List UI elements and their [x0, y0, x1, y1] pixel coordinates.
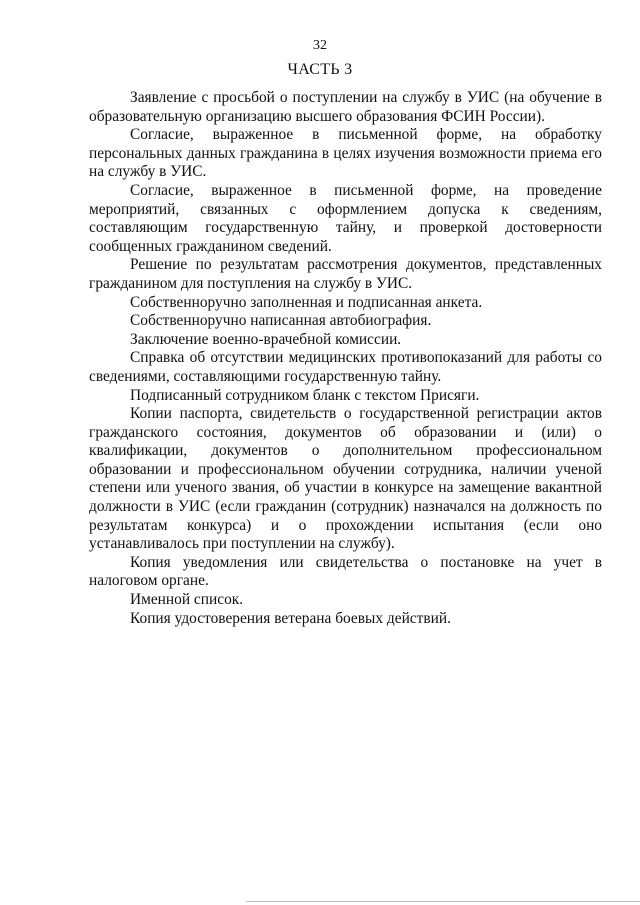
list-item: Собственноручно написанная автобиография. — [130, 312, 432, 330]
list-item: Согласие, выраженное в письменной форме, на обработку персональных данных гражданина в целях изучения возможности приема его на службу в УИС. — [89, 126, 602, 181]
list-item: Подписанный сотрудником бланк с текстом Присяги. — [130, 386, 480, 404]
scan-edge-line — [246, 901, 640, 902]
list-item: Собственноручно заполненная и подписанная анкета. — [130, 293, 483, 311]
list-item: Именной список. — [130, 591, 244, 609]
list-item: Справка об отсутствии медицинских противопоказаний для работы со сведениями, составляющими государственную тайну. — [89, 349, 602, 385]
list-item: Заключение военно-врачебной комиссии. — [130, 330, 402, 348]
list-item: Заявление с просьбой о поступлении на службу в УИС (на обучение в образовательную организацию высшего образования ФСИН России). — [89, 89, 602, 125]
list-item: Решение по результатам рассмотрения документов, представленных гражданином для поступления на службу в УИС. — [89, 256, 602, 292]
part-title: ЧАСТЬ 3 — [287, 61, 353, 78]
list-item: Копии паспорта, свидетельств о государственной регистрации актов гражданского состояния, документов об образовании и (или) о квалификации, документов о дополнительном профессиональном образовании и профессиональном обучении сотрудника, наличии ученой степени или ученого звания, об участии в конкурсе на замещение вакантной должности в УИС (если гражданин (сотрудник) назначался на должность по результатам конкурса) и о прохождении испытания (если оно устанавливалось при поступлении на службу). — [89, 405, 602, 553]
document-list — [89, 89, 602, 628]
page-number: 32 — [313, 38, 327, 53]
list-item: Копия удостоверения ветерана боевых действий. — [130, 609, 451, 627]
list-item: Копия уведомления или свидетельства о постановке на учет в налоговом органе. — [89, 553, 602, 590]
list-item: Согласие, выраженное в письменной форме, на проведение мероприятий, связанных с оформлением допуска к сведениям, составляющим государственную тайну, и проверкой достоверности сообщенных гражданином сведений. — [89, 181, 602, 255]
